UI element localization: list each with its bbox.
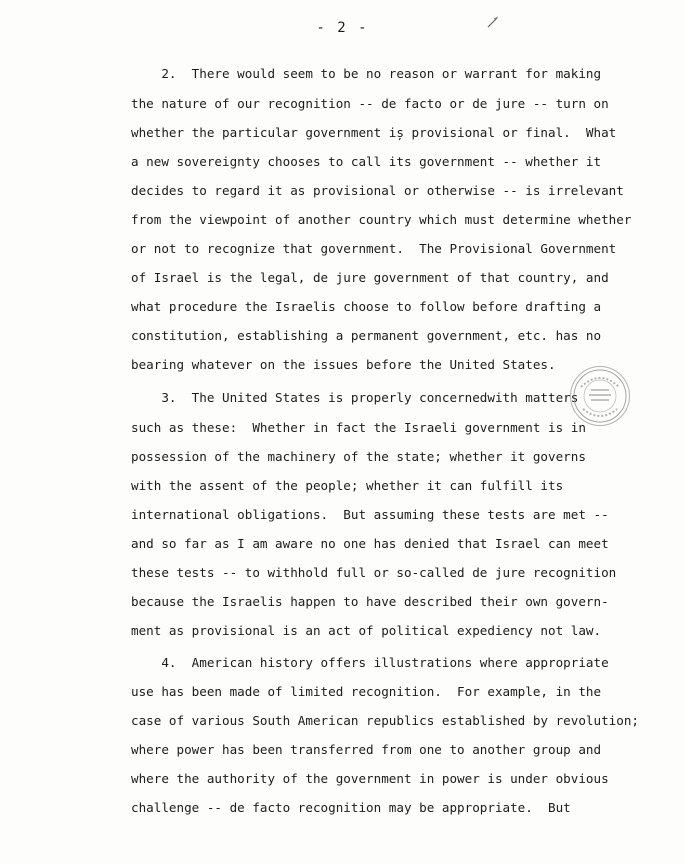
text-line: with the assent of the people; whether it can fulfill its [131, 478, 564, 493]
text-line: where power has been transferred from one to another group and [131, 742, 602, 757]
text-line: possession of the machinery of the state; whether it governs [131, 449, 586, 464]
text-line: and so far as I am aware no one has denied that Israel can meet [131, 536, 609, 551]
text-line: the nature of our recognition -- de facto or de jure -- turn on [131, 96, 609, 111]
text-line: what procedure the Israelis choose to follow before drafting a [131, 299, 602, 314]
text-line: constitution, establishing a permanent government, etc. has no [131, 328, 602, 343]
text-line: where the authority of the government in power is under obvious [131, 771, 609, 786]
text-line: 4. American history offers illustrations where appropriate [131, 655, 609, 670]
text-line: ment as provisional is an act of political expediency not law. [131, 623, 602, 638]
text-line: from the viewpoint of another country which must determine whether [131, 212, 632, 227]
text-line: these tests -- to withhold full or so-called de jure recognition [131, 565, 617, 580]
text-line: use has been made of limited recognition. For example, in the [131, 684, 602, 699]
text-line: whether the particular government iș provisional or final. What [131, 125, 617, 140]
text-line: 2. There would seem to be no reason or warrant for making [131, 66, 602, 81]
text-line: bearing whatever on the issues before the United States. [131, 357, 556, 372]
text-line: case of various South American republics established by revolution; [131, 713, 639, 728]
text-line: such as these: Whether in fact the Israeli government is in [131, 420, 586, 435]
text-line: of Israel is the legal, de jure government of that country, and [131, 270, 609, 285]
text-line: decides to regard it as provisional or otherwise -- is irrelevant [131, 183, 624, 198]
text-line: challenge -- de facto recognition may be appropriate. But [131, 800, 571, 815]
page-number: - 2 - [316, 20, 369, 36]
text-line: because the Israelis happen to have described their own govern- [131, 594, 609, 609]
text-line: international obligations. But assuming these tests are met -- [131, 507, 609, 522]
pen-mark-icon [486, 14, 500, 28]
archive-stamp-icon [570, 366, 630, 426]
text-line: 3. The United States is properly concernedwith matters [131, 390, 579, 405]
text-line: a new sovereignty chooses to call its government -- whether it [131, 154, 602, 169]
text-line: or not to recognize that government. The Provisional Government [131, 241, 617, 256]
